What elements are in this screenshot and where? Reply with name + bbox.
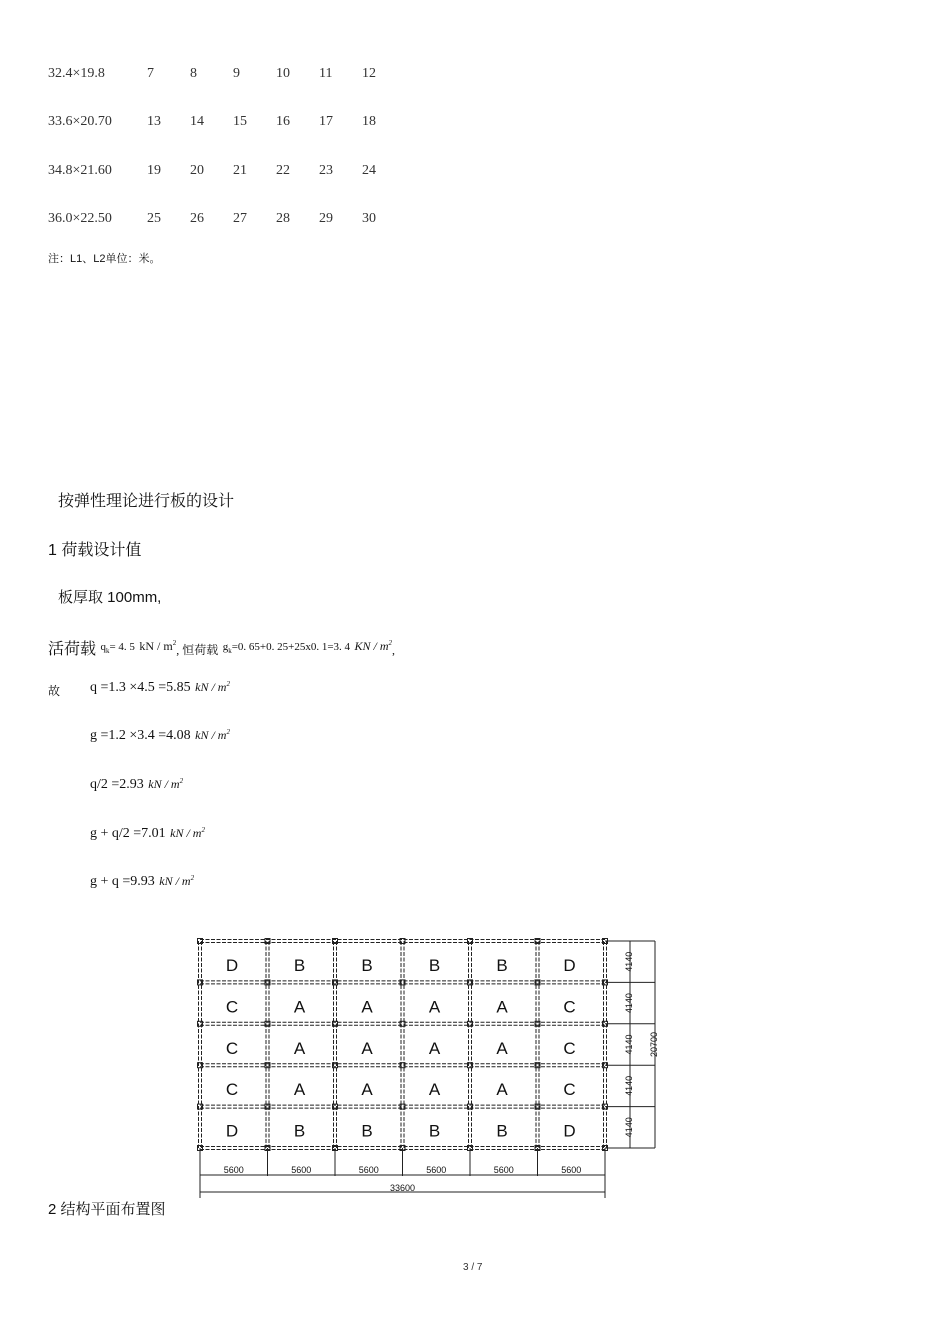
number-cell: 22	[276, 163, 290, 178]
number-cell: 24	[362, 163, 376, 178]
col-dimension: 5600	[223, 1165, 244, 1175]
heading-plan-layout: 2 结构平面布置图	[48, 1201, 166, 1218]
slab-label: A	[428, 997, 441, 1017]
number-cell: 21	[233, 163, 247, 178]
total-x-dimension: 33600	[389, 1183, 416, 1193]
slab-label: A	[496, 1080, 508, 1100]
number-cell: 28	[276, 211, 290, 226]
number-cell: 26	[190, 211, 204, 226]
size-cell: 34.8×21.60	[48, 163, 112, 178]
slab-label: A	[293, 1080, 306, 1100]
section-title: 按弹性理论进行板的设计	[58, 493, 235, 510]
number-cell: 14	[190, 114, 204, 129]
slab-label: B	[361, 1121, 373, 1141]
slab-label: D	[563, 956, 576, 975]
load-line: 活荷载 $^{q_k= 4. 5}$ $^{kN / m^2}$, 恒荷载 $^{g_k=0. 65+0. 25+25x0. 1=3. 4}$ $^{KN / m^2}$,	[48, 639, 395, 658]
slab-label: D	[225, 956, 239, 975]
heading-load-design: 1 荷载设计值	[48, 542, 142, 559]
row-dimension: 4140	[624, 951, 634, 972]
row-dimension: 4140	[624, 1034, 634, 1055]
size-cell: 36.0×22.50	[48, 211, 112, 226]
row-dimension: 4140	[624, 1075, 634, 1096]
slab-label: B	[428, 956, 441, 975]
number-cell: 19	[147, 163, 161, 178]
live-load-label: 活荷载	[48, 641, 97, 658]
number-cell: 29	[319, 211, 333, 226]
number-cell: 9	[233, 66, 240, 81]
formula: g + q/2 =7.01 kN / $m^2$	[90, 826, 205, 841]
number-cell: 30	[362, 211, 376, 226]
size-cell: 32.4×19.8	[48, 66, 105, 81]
slab-label: B	[361, 956, 373, 975]
slab-label: A	[361, 1080, 373, 1100]
number-cell: 17	[319, 114, 333, 129]
col-dimension: 5600	[358, 1165, 379, 1175]
number-cell: 27	[233, 211, 247, 226]
number-cell: 13	[147, 114, 161, 129]
number-cell: 10	[276, 66, 290, 81]
row-dimension: 4140	[624, 1117, 634, 1138]
number-cell: 18	[362, 114, 376, 129]
table-note: 注：L1、L2单位：米。	[48, 253, 161, 265]
slab-label: C	[563, 1080, 576, 1100]
slab-label: B	[428, 1121, 441, 1141]
slab-label: B	[293, 1121, 306, 1141]
number-cell: 23	[319, 163, 333, 178]
slab-label: D	[563, 1121, 576, 1141]
slab-label: A	[293, 997, 306, 1017]
col-dimension: 5600	[291, 1165, 312, 1175]
slab-label: C	[225, 1038, 239, 1058]
therefore-label: 故	[48, 684, 61, 698]
row-dimension: 4140	[624, 993, 634, 1014]
number-cell: 15	[233, 114, 247, 129]
col-dimension: 5600	[561, 1165, 582, 1175]
slab-label: A	[428, 1038, 441, 1058]
slab-label: A	[361, 1038, 373, 1058]
slab-label: C	[225, 997, 239, 1017]
slab-label: B	[293, 956, 306, 975]
size-cell: 33.6×20.70	[48, 114, 112, 129]
formula: q/2 =2.93 kN / $m^2$	[90, 777, 184, 792]
slab-label: A	[361, 997, 373, 1017]
slab-label: A	[496, 1038, 508, 1058]
slab-label: C	[563, 1038, 576, 1058]
number-cell: 25	[147, 211, 161, 226]
number-cell: 11	[319, 66, 333, 81]
col-dimension: 5600	[493, 1165, 514, 1175]
number-cell: 20	[190, 163, 204, 178]
total-y-dimension: 20700	[649, 1031, 659, 1058]
slab-label: A	[496, 997, 508, 1017]
col-dimension: 5600	[426, 1165, 447, 1175]
formula: q =1.3 ×4.5 =5.85 kN / $m^2$	[90, 680, 230, 695]
slab-label: D	[225, 1121, 239, 1141]
slab-label: B	[496, 1121, 508, 1141]
slab-label: C	[563, 997, 576, 1017]
slab-label: A	[293, 1038, 306, 1058]
number-cell: 7	[147, 66, 154, 81]
slab-label: B	[496, 956, 508, 975]
slab-thickness: 板厚取 100mm,	[58, 589, 162, 606]
slab-label: C	[225, 1080, 239, 1100]
number-cell: 16	[276, 114, 290, 129]
number-cell: 12	[362, 66, 376, 81]
number-cell: 8	[190, 66, 197, 81]
formula: g =1.2 ×3.4 =4.08 kN / $m^2$	[90, 728, 230, 743]
page-number: 3 / 7	[463, 1262, 483, 1273]
formula: g + q =9.93 kN / $m^2$	[90, 874, 195, 889]
slab-label: A	[428, 1080, 441, 1100]
